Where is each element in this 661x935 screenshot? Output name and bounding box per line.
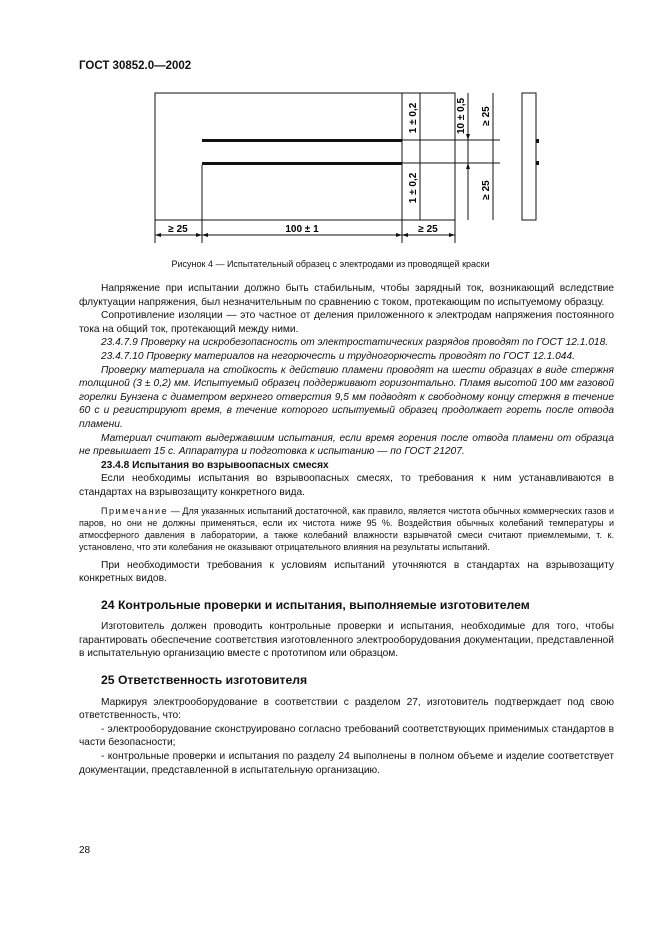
specimen-figure: [150, 88, 550, 248]
paragraph: Если необходимы испытания во взрывоопасных смесях, то требования к ним устанавливаются в стандартах на взрывозащиту конкретного вида.: [79, 473, 614, 498]
note-label: Примечание: [101, 505, 169, 516]
document-header: ГОСТ 30852.0—2002: [79, 60, 192, 72]
dim-min-top: ≥ 25: [481, 106, 492, 126]
body-text: [79, 282, 614, 777]
paragraph: Проверку материала на стойкость к действию пламени проводят на шести образцах в виде стержня толщиной (3 ± 0,2) мм. Испытуемый образец поддерживают горизонтально. Пламя высотой 100 мм газовой горелки Бунзена с диаметром верхнего отверстия 9,5 мм подводят к свободному концу стержня в течение 60 с и регистрируют время, в течение которого испытуемый образец продолжает гореть после отвода пламени.: [79, 364, 614, 430]
section-25-title: 25 Ответственность изготовителя: [101, 673, 308, 688]
subsection-heading: 23.4.8 Испытания во взрывоопасных смесях: [101, 459, 329, 471]
paragraph: При необходимости требования к условиям испытаний уточняются в стандартах на взрывозащиту конкретных видов.: [79, 559, 614, 585]
page-number: 28: [79, 845, 91, 856]
list-item: - электрооборудование сконструировано согласно требований соответствующих применимых стандартов в части безопасности;: [79, 723, 614, 749]
electrode-top: [202, 139, 402, 142]
dim-left: ≥ 25: [168, 224, 188, 235]
dim-length: 100 ± 1: [285, 224, 319, 235]
paragraph: Изготовитель должен проводить контрольные проверки и испытания, необходимые для того, чтобы гарантировать обеспечение соответствия изготовленного электрооборудования документации, представленной в испытательную организацию вместе с прототипом или образцом.: [79, 621, 614, 660]
section-24-title: 24 Контрольные проверки и испытания, выполняемые изготовителем: [101, 597, 530, 612]
dim-right: ≥ 25: [418, 224, 438, 235]
figure-caption: Рисунок 4 — Испытательный образец с электродами из проводящей краски: [171, 259, 490, 269]
dim-thickness: 10 ± 0,5: [456, 97, 467, 135]
paragraph: 23.4.7.10 Проверку материалов на негорючесть и трудногорючесть проводят по ГОСТ 12.1.044.: [101, 350, 575, 362]
paragraph: Материал считают выдержавшим испытания, если время горения после отвода пламени от образца не превышает 15 с. Аппаратура и подготовка к испытанию — по ГОСТ 21207.: [79, 432, 614, 458]
paragraph: Сопротивление изоляции — это частное от деления приложенного к электродам напряжения постоянного тока на общий ток, протекающий между ними.: [79, 310, 614, 335]
electrode-bottom: [202, 162, 402, 165]
paragraph: Напряжение при испытании должно быть стабильным, чтобы зарядный ток, возникающий вследствие флуктуации напряжения, был незначительным по сравнению с током, протекающим по испытуемому образцу.: [79, 283, 614, 308]
note: [79, 505, 614, 553]
dim-gap-top: 1 ± 0,2: [408, 102, 419, 134]
dim-gap-bottom: 1 ± 0,2: [408, 172, 419, 204]
list-item: - контрольные проверки и испытания по разделу 24 выполнены в полном объеме и изделие соответствует документации, представленной в испытательную организацию.: [79, 751, 614, 776]
paragraph: 23.4.7.9 Проверку на искробезопасность от электростатических разрядов проводят по ГОСТ 12.1.018.: [101, 337, 609, 349]
dim-min-bottom: ≥ 25: [481, 180, 492, 200]
paragraph: Маркируя электрооборудование в соответствии с разделом 27, изготовитель подтверждает под свою ответственность, что:: [79, 696, 614, 722]
specimen-side-view: [522, 93, 536, 220]
note-text: — Для указанных испытаний достаточной, как правило, является чистота обычных коммерческих газов и паров, но они не должны применяться, если их чистота ниже 95 %. Воздействия обычных колебаний температуры и атмосферного давления в лаборатории, а также колебаний влажности взрывчатой смеси считают приемлемыми, т. к. установлено, что эти колебания не оказывают отрицательного влияния на результаты испытаний.: [79, 505, 614, 552]
